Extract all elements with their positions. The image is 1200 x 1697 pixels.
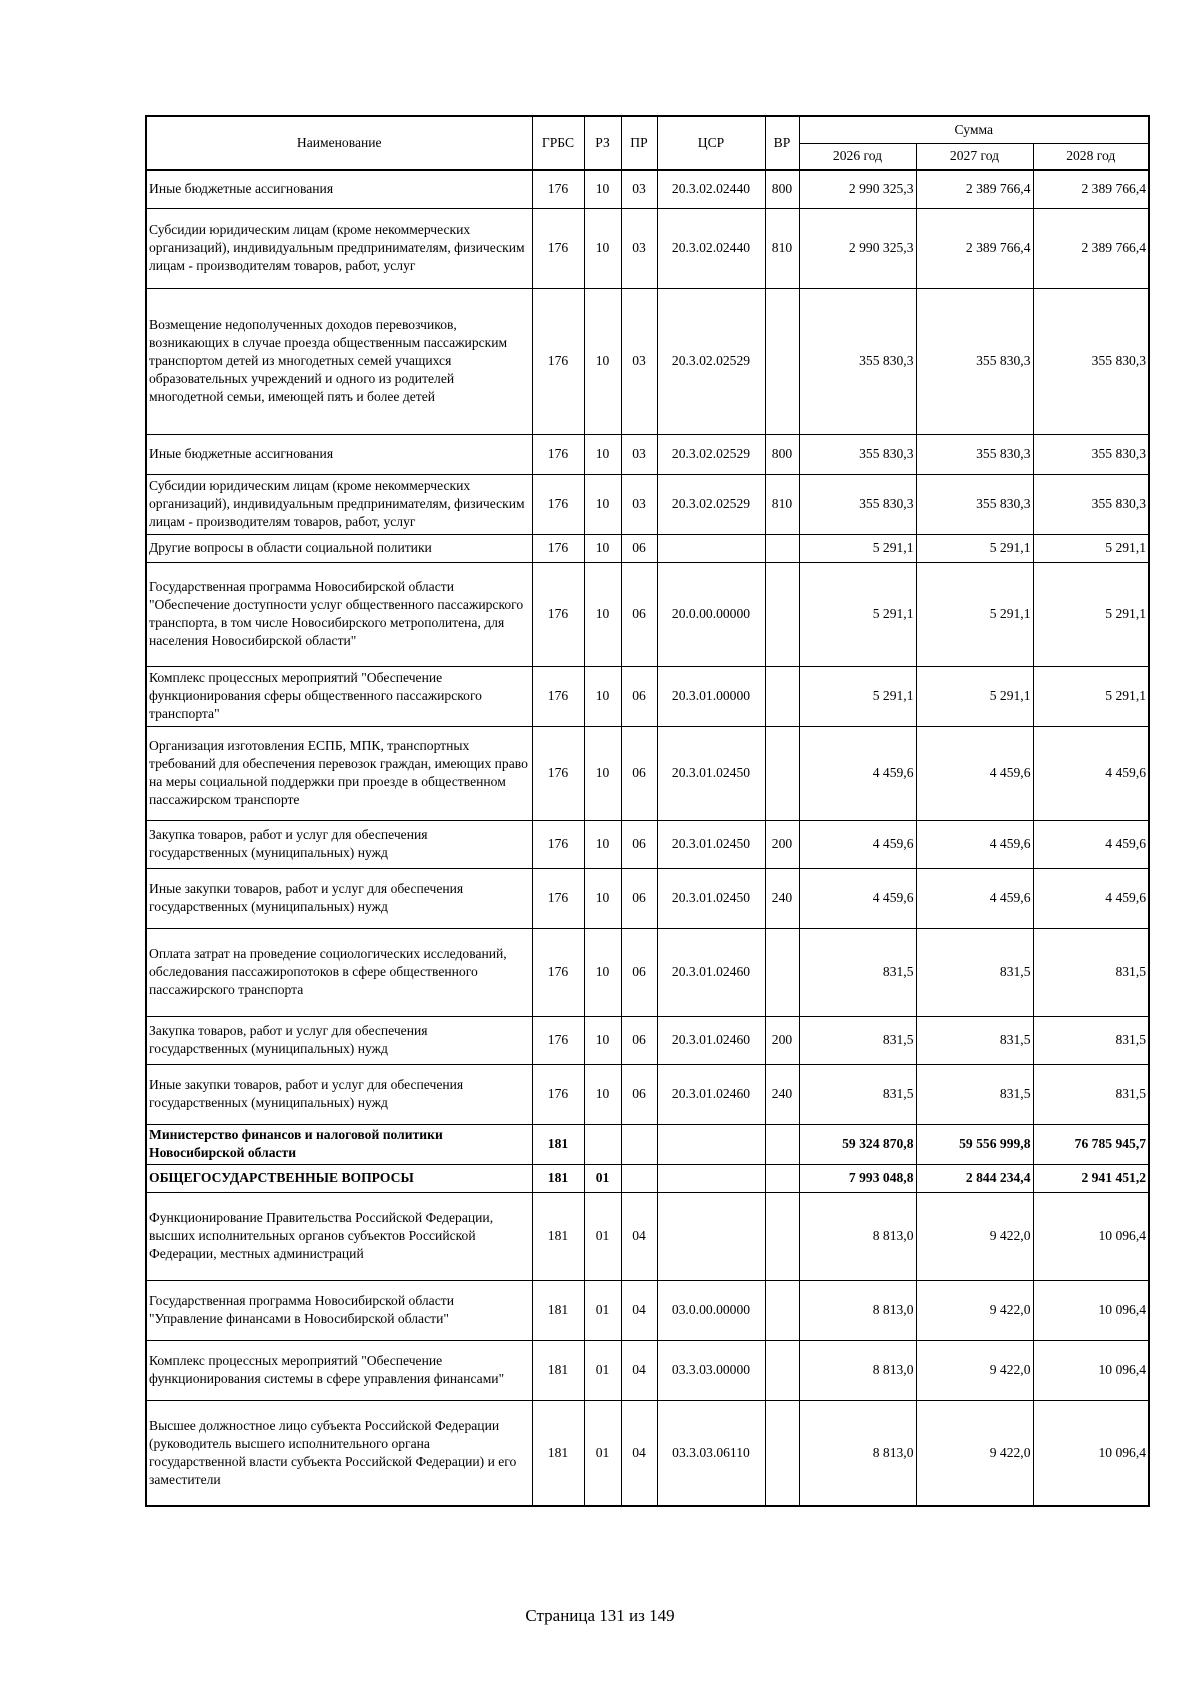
cell-vr [765, 1400, 799, 1506]
cell-name: Другие вопросы в области социальной политики [146, 534, 532, 562]
cell-sum-2027: 5 291,1 [916, 534, 1033, 562]
cell-sum-2026: 2 990 325,3 [799, 208, 916, 288]
table-row [146, 820, 1149, 868]
cell-pr: 03 [621, 434, 657, 474]
cell-csr: 20.3.02.02529 [657, 474, 765, 534]
cell-csr [657, 534, 765, 562]
cell-name: Функционирование Правительства Российской Федерации, высших исполнительных органов субъектов Российской Федерации, местных администраций [146, 1192, 532, 1280]
cell-name: Организация изготовления ЕСПБ, МПК, транспортных требований для обеспечения перевозок граждан, имеющих право на меры социальной поддержки при проезде в общественном пассажирском транспорте [146, 726, 532, 820]
header-grbs: ГРБС [532, 116, 584, 170]
cell-pr: 06 [621, 726, 657, 820]
cell-rz: 10 [584, 208, 621, 288]
cell-csr: 20.3.01.00000 [657, 666, 765, 726]
cell-pr: 04 [621, 1400, 657, 1506]
cell-rz: 10 [584, 288, 621, 434]
cell-vr [765, 534, 799, 562]
table-row [146, 1340, 1149, 1400]
cell-pr: 06 [621, 562, 657, 666]
cell-vr [765, 1164, 799, 1192]
cell-sum-2028: 355 830,3 [1033, 434, 1149, 474]
header-year-2028: 2028 год [1033, 143, 1149, 170]
cell-sum-2027: 355 830,3 [916, 474, 1033, 534]
cell-sum-2026: 831,5 [799, 1064, 916, 1124]
cell-sum-2028: 831,5 [1033, 1016, 1149, 1064]
cell-vr: 240 [765, 868, 799, 928]
table-row [146, 868, 1149, 928]
cell-rz: 10 [584, 666, 621, 726]
cell-pr: 04 [621, 1280, 657, 1340]
cell-vr [765, 666, 799, 726]
cell-grbs: 181 [532, 1340, 584, 1400]
cell-name: Иные бюджетные ассигнования [146, 434, 532, 474]
cell-csr: 20.3.01.02450 [657, 868, 765, 928]
budget-table [145, 115, 1150, 1507]
cell-sum-2027: 59 556 999,8 [916, 1124, 1033, 1164]
table-row [146, 208, 1149, 288]
cell-name: Государственная программа Новосибирской области "Управление финансами в Новосибирской области" [146, 1280, 532, 1340]
cell-sum-2026: 4 459,6 [799, 868, 916, 928]
cell-pr: 06 [621, 1064, 657, 1124]
cell-sum-2028: 76 785 945,7 [1033, 1124, 1149, 1164]
cell-grbs: 176 [532, 726, 584, 820]
table-row [146, 562, 1149, 666]
cell-sum-2028: 355 830,3 [1033, 474, 1149, 534]
cell-rz: 01 [584, 1400, 621, 1506]
cell-grbs: 176 [532, 288, 584, 434]
cell-sum-2028: 4 459,6 [1033, 726, 1149, 820]
cell-sum-2026: 8 813,0 [799, 1400, 916, 1506]
table-row [146, 1124, 1149, 1164]
cell-grbs: 176 [532, 666, 584, 726]
cell-grbs: 176 [532, 208, 584, 288]
cell-sum-2026: 355 830,3 [799, 434, 916, 474]
cell-pr: 04 [621, 1192, 657, 1280]
cell-vr: 200 [765, 820, 799, 868]
cell-sum-2028: 2 389 766,4 [1033, 208, 1149, 288]
cell-sum-2026: 5 291,1 [799, 534, 916, 562]
cell-sum-2027: 2 389 766,4 [916, 208, 1033, 288]
table-row [146, 928, 1149, 1016]
table-row [146, 1064, 1149, 1124]
table-row [146, 1192, 1149, 1280]
header-csr: ЦСР [657, 116, 765, 170]
table-row [146, 474, 1149, 534]
cell-vr: 800 [765, 170, 799, 208]
cell-sum-2028: 10 096,4 [1033, 1280, 1149, 1340]
cell-csr: 20.3.02.02440 [657, 170, 765, 208]
cell-name: Иные бюджетные ассигнования [146, 170, 532, 208]
cell-sum-2026: 355 830,3 [799, 474, 916, 534]
cell-grbs: 176 [532, 868, 584, 928]
cell-name: Иные закупки товаров, работ и услуг для обеспечения государственных (муниципальных) нужд [146, 1064, 532, 1124]
cell-grbs: 181 [532, 1164, 584, 1192]
cell-rz: 01 [584, 1192, 621, 1280]
cell-sum-2027: 831,5 [916, 928, 1033, 1016]
cell-vr: 240 [765, 1064, 799, 1124]
cell-rz: 01 [584, 1340, 621, 1400]
cell-sum-2026: 8 813,0 [799, 1192, 916, 1280]
cell-sum-2026: 8 813,0 [799, 1340, 916, 1400]
cell-sum-2027: 831,5 [916, 1064, 1033, 1124]
cell-sum-2026: 7 993 048,8 [799, 1164, 916, 1192]
cell-vr: 800 [765, 434, 799, 474]
table-row [146, 666, 1149, 726]
cell-sum-2028: 355 830,3 [1033, 288, 1149, 434]
cell-name: ОБЩЕГОСУДАРСТВЕННЫЕ ВОПРОСЫ [146, 1164, 532, 1192]
cell-pr: 03 [621, 170, 657, 208]
header-name: Наименование [146, 116, 532, 170]
cell-csr: 20.3.01.02450 [657, 820, 765, 868]
table-row [146, 1016, 1149, 1064]
table-header [146, 116, 1149, 170]
cell-rz [584, 1124, 621, 1164]
cell-grbs: 181 [532, 1400, 584, 1506]
cell-sum-2026: 831,5 [799, 928, 916, 1016]
cell-vr [765, 288, 799, 434]
cell-csr [657, 1164, 765, 1192]
cell-pr: 04 [621, 1340, 657, 1400]
cell-grbs: 176 [532, 1016, 584, 1064]
cell-sum-2028: 5 291,1 [1033, 562, 1149, 666]
cell-csr: 20.0.00.00000 [657, 562, 765, 666]
cell-sum-2028: 10 096,4 [1033, 1340, 1149, 1400]
cell-sum-2027: 9 422,0 [916, 1340, 1033, 1400]
cell-sum-2027: 2 844 234,4 [916, 1164, 1033, 1192]
cell-sum-2026: 5 291,1 [799, 666, 916, 726]
cell-rz: 10 [584, 170, 621, 208]
cell-sum-2028: 831,5 [1033, 1064, 1149, 1124]
cell-pr: 06 [621, 868, 657, 928]
cell-vr [765, 726, 799, 820]
cell-vr: 200 [765, 1016, 799, 1064]
cell-sum-2026: 4 459,6 [799, 820, 916, 868]
cell-vr: 810 [765, 208, 799, 288]
cell-sum-2028: 5 291,1 [1033, 666, 1149, 726]
cell-vr [765, 1124, 799, 1164]
cell-sum-2026: 2 990 325,3 [799, 170, 916, 208]
cell-vr: 810 [765, 474, 799, 534]
cell-vr [765, 1192, 799, 1280]
cell-sum-2027: 355 830,3 [916, 434, 1033, 474]
table-row [146, 1400, 1149, 1506]
cell-sum-2028: 10 096,4 [1033, 1192, 1149, 1280]
cell-sum-2026: 5 291,1 [799, 562, 916, 666]
cell-name: Иные закупки товаров, работ и услуг для обеспечения государственных (муниципальных) нужд [146, 868, 532, 928]
cell-rz: 10 [584, 474, 621, 534]
cell-sum-2027: 4 459,6 [916, 726, 1033, 820]
cell-name: Субсидии юридическим лицам (кроме некоммерческих организаций), индивидуальным предпринимателям, физическим лицам - производителям товаров, работ, услуг [146, 208, 532, 288]
cell-sum-2028: 831,5 [1033, 928, 1149, 1016]
cell-sum-2027: 2 389 766,4 [916, 170, 1033, 208]
cell-sum-2026: 8 813,0 [799, 1280, 916, 1340]
cell-pr: 03 [621, 474, 657, 534]
cell-sum-2028: 5 291,1 [1033, 534, 1149, 562]
table-row [146, 1164, 1149, 1192]
cell-sum-2028: 4 459,6 [1033, 868, 1149, 928]
cell-csr: 20.3.02.02529 [657, 288, 765, 434]
cell-grbs: 181 [532, 1192, 584, 1280]
cell-pr [621, 1124, 657, 1164]
cell-csr [657, 1192, 765, 1280]
cell-sum-2027: 4 459,6 [916, 868, 1033, 928]
cell-name: Возмещение недополученных доходов перевозчиков, возникающих в случае проезда общественным пассажирским транспортом детей из многодетных семей учащихся образовательных учреждений и одного из родителей многодетной семьи, имеющей пять и более детей [146, 288, 532, 434]
cell-csr: 20.3.01.02460 [657, 1016, 765, 1064]
cell-sum-2027: 4 459,6 [916, 820, 1033, 868]
header-rz: РЗ [584, 116, 621, 170]
cell-grbs: 176 [532, 170, 584, 208]
cell-sum-2026: 355 830,3 [799, 288, 916, 434]
cell-name: Высшее должностное лицо субъекта Российской Федерации (руководитель высшего исполнительного органа государственной власти субъекта Российской Федерации) и его заместители [146, 1400, 532, 1506]
header-pr: ПР [621, 116, 657, 170]
header-year-2027: 2027 год [916, 143, 1033, 170]
cell-grbs: 176 [532, 434, 584, 474]
cell-csr: 20.3.02.02440 [657, 208, 765, 288]
cell-name: Государственная программа Новосибирской области "Обеспечение доступности услуг общественного пассажирского транспорта, в том числе Новосибирского метрополитена, для населения Новосибирской области" [146, 562, 532, 666]
cell-pr: 03 [621, 288, 657, 434]
cell-grbs: 176 [532, 928, 584, 1016]
cell-sum-2028: 2 941 451,2 [1033, 1164, 1149, 1192]
cell-pr: 06 [621, 1016, 657, 1064]
cell-name: Закупка товаров, работ и услуг для обеспечения государственных (муниципальных) нужд [146, 820, 532, 868]
cell-sum-2027: 355 830,3 [916, 288, 1033, 434]
cell-rz: 10 [584, 534, 621, 562]
cell-grbs: 176 [532, 562, 584, 666]
cell-pr: 06 [621, 666, 657, 726]
cell-grbs: 176 [532, 534, 584, 562]
cell-name: Министерство финансов и налоговой политики Новосибирской области [146, 1124, 532, 1164]
cell-pr: 06 [621, 534, 657, 562]
cell-rz: 10 [584, 726, 621, 820]
cell-rz: 01 [584, 1280, 621, 1340]
cell-grbs: 176 [532, 820, 584, 868]
cell-pr: 03 [621, 208, 657, 288]
table-row [146, 434, 1149, 474]
cell-sum-2027: 831,5 [916, 1016, 1033, 1064]
cell-sum-2027: 9 422,0 [916, 1280, 1033, 1340]
cell-sum-2026: 4 459,6 [799, 726, 916, 820]
header-sum: Сумма [799, 116, 1149, 143]
cell-csr: 03.0.00.00000 [657, 1280, 765, 1340]
cell-csr: 03.3.03.00000 [657, 1340, 765, 1400]
cell-name: Оплата затрат на проведение социологических исследований, обследования пассажиропотоков в сфере общественного пассажирского транспорта [146, 928, 532, 1016]
cell-name: Комплекс процессных мероприятий "Обеспечение функционирования системы в сфере управления финансами" [146, 1340, 532, 1400]
table-row [146, 1280, 1149, 1340]
cell-sum-2028: 10 096,4 [1033, 1400, 1149, 1506]
page-number: Страница 131 из 149 [525, 1606, 675, 1625]
cell-vr [765, 928, 799, 1016]
cell-csr: 20.3.02.02529 [657, 434, 765, 474]
cell-rz: 10 [584, 868, 621, 928]
table-body [146, 170, 1149, 1506]
cell-sum-2028: 4 459,6 [1033, 820, 1149, 868]
cell-sum-2027: 5 291,1 [916, 562, 1033, 666]
table-row [146, 288, 1149, 434]
cell-pr: 06 [621, 820, 657, 868]
table-row [146, 170, 1149, 208]
cell-vr [765, 562, 799, 666]
cell-sum-2026: 831,5 [799, 1016, 916, 1064]
cell-rz: 10 [584, 1064, 621, 1124]
header-vr: ВР [765, 116, 799, 170]
cell-grbs: 176 [532, 474, 584, 534]
cell-name: Субсидии юридическим лицам (кроме некоммерческих организаций), индивидуальным предпринимателям, физическим лицам - производителям товаров, работ, услуг [146, 474, 532, 534]
cell-rz: 10 [584, 820, 621, 868]
cell-csr [657, 1124, 765, 1164]
cell-grbs: 181 [532, 1124, 584, 1164]
cell-name: Закупка товаров, работ и услуг для обеспечения государственных (муниципальных) нужд [146, 1016, 532, 1064]
cell-name: Комплекс процессных мероприятий "Обеспечение функционирования сферы общественного пассажирского транспорта" [146, 666, 532, 726]
cell-rz: 10 [584, 1016, 621, 1064]
cell-rz: 10 [584, 562, 621, 666]
table-row [146, 534, 1149, 562]
cell-csr: 20.3.01.02460 [657, 1064, 765, 1124]
cell-csr: 20.3.01.02460 [657, 928, 765, 1016]
cell-csr: 03.3.03.06110 [657, 1400, 765, 1506]
cell-csr: 20.3.01.02450 [657, 726, 765, 820]
cell-rz: 10 [584, 928, 621, 1016]
cell-sum-2028: 2 389 766,4 [1033, 170, 1149, 208]
table-row [146, 726, 1149, 820]
cell-pr [621, 1164, 657, 1192]
cell-sum-2027: 9 422,0 [916, 1400, 1033, 1506]
cell-sum-2026: 59 324 870,8 [799, 1124, 916, 1164]
cell-sum-2027: 9 422,0 [916, 1192, 1033, 1280]
cell-pr: 06 [621, 928, 657, 1016]
cell-rz: 10 [584, 434, 621, 474]
cell-sum-2027: 5 291,1 [916, 666, 1033, 726]
header-year-2026: 2026 год [799, 143, 916, 170]
cell-vr [765, 1280, 799, 1340]
cell-grbs: 176 [532, 1064, 584, 1124]
cell-grbs: 181 [532, 1280, 584, 1340]
cell-rz: 01 [584, 1164, 621, 1192]
cell-vr [765, 1340, 799, 1400]
